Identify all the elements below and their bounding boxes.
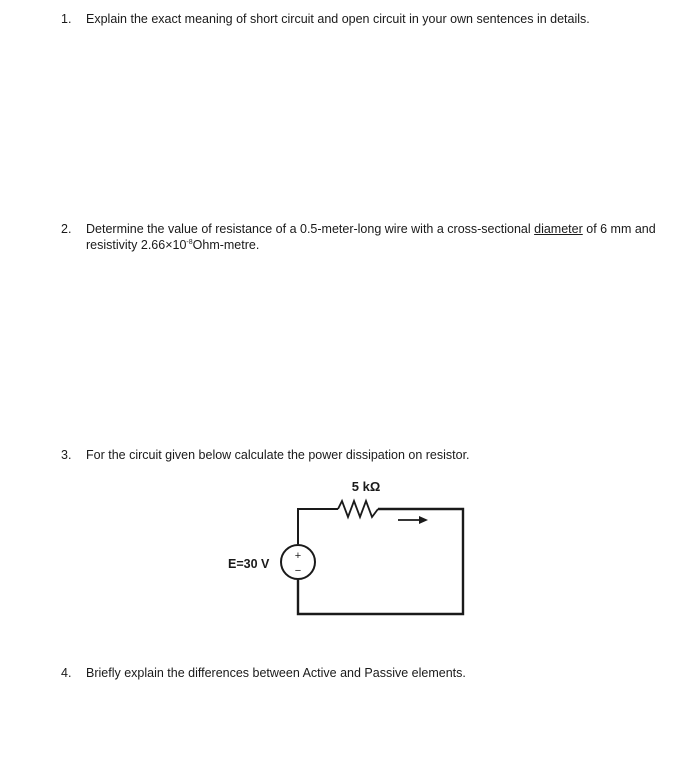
source-plus: + (294, 550, 302, 562)
question-text-part: of 6 mm and resistivity 2.66×10 (86, 222, 656, 252)
question-text-part: Determine the value of resistance of a 0.5-meter-long wire with a cross-sectional (86, 222, 535, 236)
question-number: 4. (61, 666, 72, 680)
question-text: For the circuit given below calculate the power dissipation on resistor. (86, 448, 470, 462)
resistor-label: 5 kΩ (351, 479, 381, 494)
question-text: Explain the exact meaning of short circuit and open circuit in your own sentences in details. (86, 12, 590, 26)
source-label: E=30 V (228, 557, 270, 571)
question-number: 1. (61, 12, 72, 26)
question-text: Briefly explain the differences between Active and Passive elements. (86, 666, 466, 680)
question-number: 2. (61, 222, 72, 236)
unit-text: Ohm-metre. (192, 238, 260, 252)
question-text (86, 221, 671, 253)
source-minus: − (294, 565, 302, 577)
exponent: -8 (186, 238, 193, 246)
underlined-term: diameter (534, 222, 583, 236)
question-number: 3. (61, 448, 72, 462)
circuit-background (228, 476, 473, 622)
circuit-diagram (228, 476, 473, 622)
